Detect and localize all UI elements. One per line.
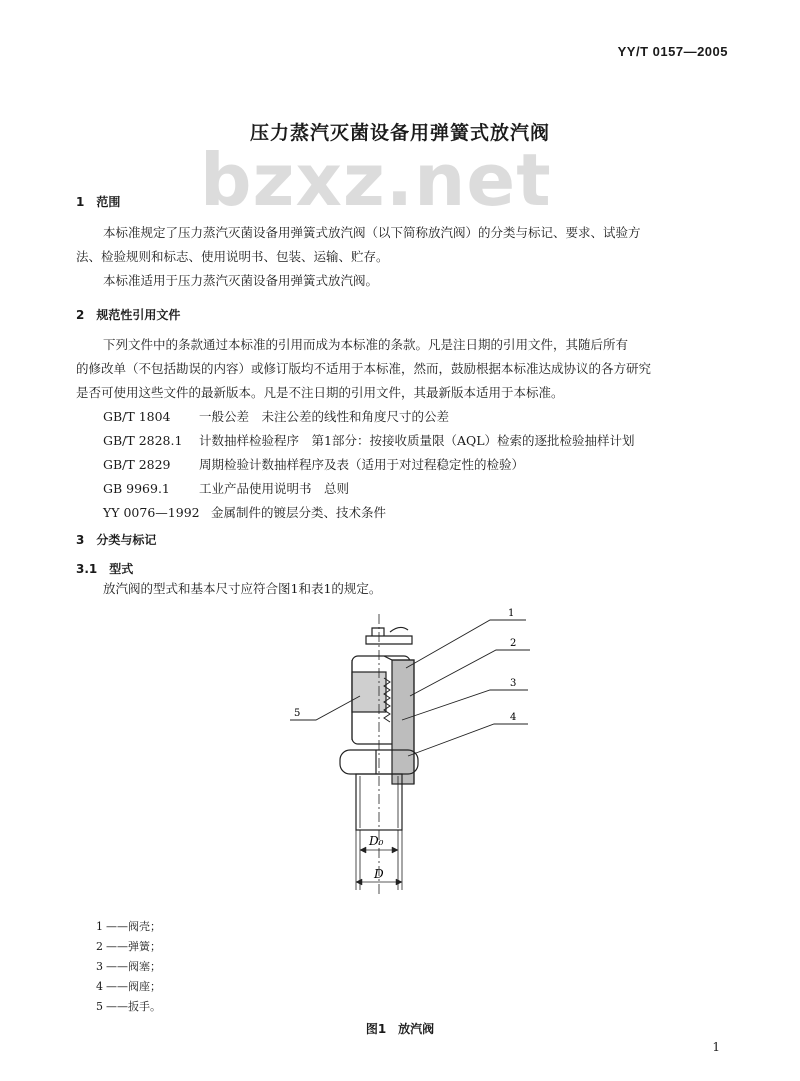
- legend-text: ——扳手。: [106, 1000, 161, 1013]
- legend-item: [96, 938, 161, 954]
- watermark: bzxz.net: [200, 138, 552, 222]
- reference-code: GB/T 2828.1: [103, 433, 183, 448]
- reference-code: YY 0076—1992: [103, 505, 200, 520]
- reference-code: GB/T 2829: [103, 457, 171, 472]
- callout-4: 4: [510, 712, 517, 723]
- section-3-heading: 3 分类与标记: [76, 533, 157, 547]
- section-1-para-2: 本标准适用于压力蒸汽灭菌设备用弹簧式放汽阀。: [103, 273, 379, 288]
- legend-item: [96, 958, 161, 974]
- reference-item: [103, 503, 386, 521]
- legend-number: 4: [96, 980, 103, 993]
- legend-number: 2: [96, 940, 103, 953]
- legend-item: [96, 998, 161, 1014]
- legend-number: 3: [96, 960, 103, 973]
- legend-number: 1: [96, 920, 103, 933]
- reference-title: 周期检验计数抽样程序及表（适用于对过程稳定性的检验）: [199, 457, 525, 472]
- legend-text: ——阀壳；: [106, 920, 161, 933]
- dimension-d-label: D: [374, 867, 384, 881]
- legend-item: [96, 918, 161, 934]
- section-1-para-1: 本标准规定了压力蒸汽灭菌设备用弹簧式放汽阀（以下简称放汽阀）的分类与标记、要求、试验方: [103, 225, 641, 240]
- reference-item: [103, 455, 524, 473]
- callout-1: 1: [508, 608, 515, 619]
- dimension-d0-label: D₀: [369, 834, 384, 848]
- callout-5: 5: [294, 708, 301, 719]
- section-2-para-1: 下列文件中的条款通过本标准的引用而成为本标准的条款。凡是注日期的引用文件，其随后所有: [103, 337, 629, 352]
- section-2-para-1-cont: 的修改单（不包括勘误的内容）或修订版均不适用于本标准，然而，鼓励根据本标准达成协议的各方研究: [76, 361, 652, 376]
- legend-number: 5: [96, 1000, 103, 1013]
- legend-item: [96, 978, 161, 994]
- section-3-1-para: 放汽阀的型式和基本尺寸应符合图1和表1的规定。: [103, 581, 382, 596]
- reference-title: 计数抽样检验程序 第1部分：按接收质量限（AQL）检索的逐批检验抽样计划: [199, 433, 635, 448]
- reference-item: [103, 479, 349, 497]
- legend-text: ——弹簧；: [106, 940, 161, 953]
- callout-2: 2: [510, 638, 517, 649]
- section-2-para-1-cont2: 是否可使用这些文件的最新版本。凡是不注日期的引用文件，其最新版本适用于本标准。: [76, 385, 564, 400]
- reference-item: [103, 407, 449, 425]
- document-title: 压力蒸汽灭菌设备用弹簧式放汽阀: [249, 122, 550, 144]
- legend-text: ——阀座；: [106, 980, 161, 993]
- section-2-heading: 2 规范性引用文件: [76, 308, 181, 322]
- valve-drawing: [280, 600, 550, 900]
- section-1-para-1-cont: 法、检验规则和标志、使用说明书、包装、运输、贮存。: [76, 249, 389, 264]
- reference-item: [103, 431, 635, 449]
- reference-title: 工业产品使用说明书 总则: [199, 481, 350, 496]
- reference-code: GB/T 1804: [103, 409, 171, 424]
- section-1-heading: 1 范围: [76, 195, 121, 209]
- page-number: 1: [712, 1040, 720, 1054]
- reference-title: 金属制件的镀层分类、技术条件: [211, 505, 387, 520]
- reference-code: GB 9969.1: [103, 481, 170, 496]
- reference-title: 一般公差 未注公差的线性和角度尺寸的公差: [199, 409, 450, 424]
- legend-text: ——阀塞；: [106, 960, 161, 973]
- standard-code: YY/T 0157—2005: [617, 44, 728, 59]
- figure-caption: 图1 放汽阀: [365, 1022, 435, 1036]
- callout-3: 3: [510, 678, 517, 689]
- section-3-1-heading: 3.1 型式: [76, 562, 134, 576]
